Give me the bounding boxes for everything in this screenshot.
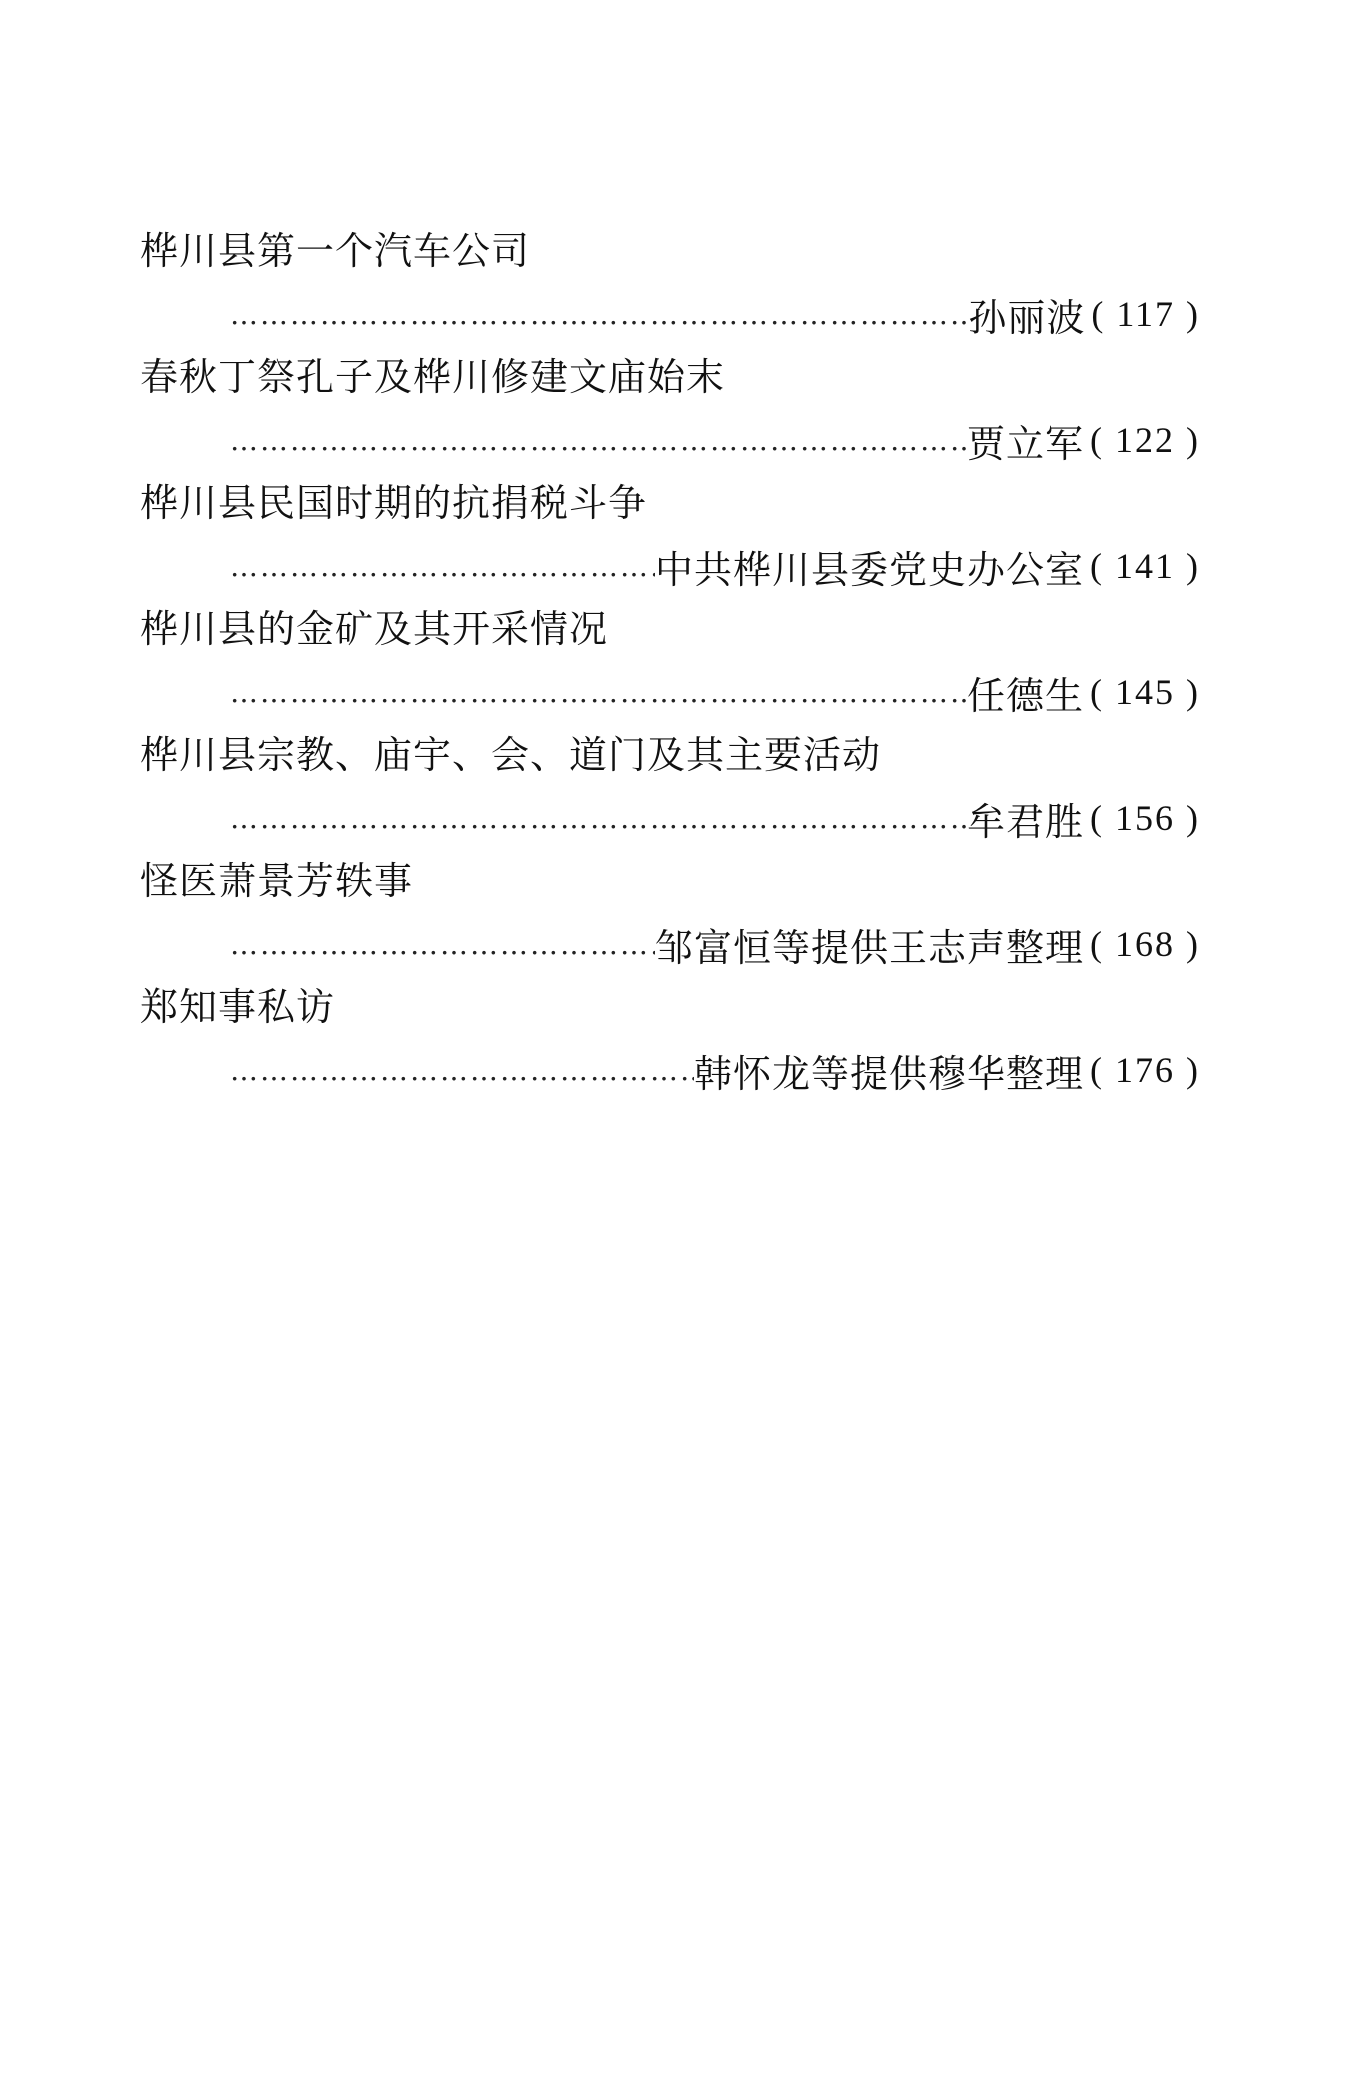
entry-author: 中共桦川县委党史办公室 <box>655 547 1085 592</box>
entry-byline <box>230 914 1200 974</box>
dot-leader <box>230 802 967 835</box>
entry-title: 桦川县宗教、庙宇、会、道门及其主要活动 <box>140 733 882 777</box>
dot-leader <box>230 1054 694 1087</box>
entry-title: 桦川县民国时期的抗捐税斗争 <box>140 481 648 525</box>
entry-byline <box>230 410 1200 470</box>
dot-leader <box>230 928 655 961</box>
entry-page-number: ( 145 ) <box>1090 672 1200 712</box>
entry-author: 邹富恒等提供王志声整理 <box>655 925 1085 970</box>
entry-page-number: ( 156 ) <box>1090 798 1200 838</box>
entry-title: 怪医萧景芳轶事 <box>140 859 414 903</box>
dot-leader <box>230 424 967 457</box>
entry-page-number: ( 141 ) <box>1090 546 1200 586</box>
entry-byline <box>230 536 1200 596</box>
entry-page-number: ( 117 ) <box>1091 294 1200 334</box>
dot-leader <box>230 298 968 331</box>
entry-author: 贾立军 <box>967 421 1085 466</box>
entry-author: 牟君胜 <box>967 799 1085 844</box>
entry-title: 郑知事私访 <box>140 985 336 1029</box>
entry-title: 春秋丁祭孔子及桦川修建文庙始末 <box>140 355 726 399</box>
entry-title: 桦川县的金矿及其开采情况 <box>140 607 609 651</box>
entry-author: 韩怀龙等提供穆华整理 <box>694 1051 1085 1096</box>
dot-leader <box>230 676 967 709</box>
entry-author: 孙丽波 <box>968 295 1086 340</box>
entry-byline <box>230 1040 1200 1100</box>
toc-entry <box>140 974 1200 1226</box>
entry-title: 桦川县第一个汽车公司 <box>140 229 531 273</box>
entry-byline <box>230 788 1200 848</box>
entry-author: 任德生 <box>967 673 1085 718</box>
dot-leader <box>230 550 655 583</box>
entry-page-number: ( 122 ) <box>1090 420 1200 460</box>
entry-page-number: ( 168 ) <box>1090 924 1200 964</box>
entry-byline <box>230 284 1200 344</box>
entry-page-number: ( 176 ) <box>1090 1050 1200 1090</box>
entry-byline <box>230 662 1200 722</box>
